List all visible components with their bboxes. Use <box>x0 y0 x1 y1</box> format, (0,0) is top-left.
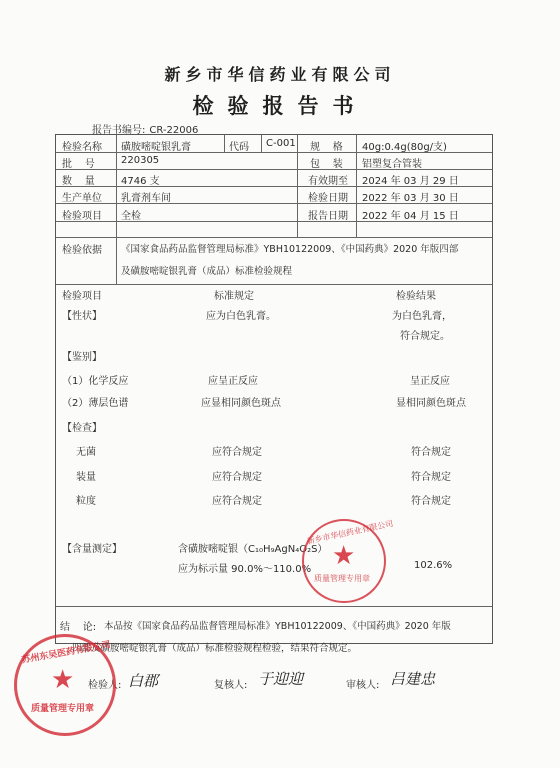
package-value: 铝塑复合管装 <box>362 159 422 170</box>
col-result-header: 检验结果 <box>396 291 436 302</box>
company-name: 新乡市华信药业有限公司 <box>164 65 396 84</box>
distributor-seal-star-icon: ★ <box>51 665 75 695</box>
quantity-label: 数 量 <box>62 176 95 187</box>
basis-line-2: 及磺胺嘧啶银乳膏（成品）标准检验规程 <box>121 266 293 277</box>
basis-label: 检验依据 <box>62 245 102 256</box>
package-label: 包 装 <box>310 159 343 170</box>
producer-value: 乳膏剂车间 <box>121 193 171 204</box>
spec-label: 规 格 <box>310 142 343 153</box>
ident-1-standard: 应呈正反应 <box>208 376 258 387</box>
character-result-2: 符合规定。 <box>400 331 450 342</box>
spec-value: 40g:0.4g(80g/支) <box>362 142 447 153</box>
company-seal <box>302 518 394 603</box>
item-value: 全检 <box>121 211 141 222</box>
ident-2-name: （2）薄层色谱 <box>62 398 129 409</box>
batch-label: 批 号 <box>62 159 95 170</box>
basis-line-1: 《国家食品药品监督管理局标准》YBH10122009、《中国药典》2020 年版四部 <box>121 244 459 255</box>
expiry-value: 2024 年 03 月 29 日 <box>362 176 459 187</box>
reviewer-label: 复核人: <box>214 680 248 691</box>
check-section: 【检查】 <box>62 423 102 434</box>
check-3-result: 符合规定 <box>411 496 451 507</box>
ident-1-result: 呈正反应 <box>410 376 450 387</box>
check-1-standard: 应符合规定 <box>212 447 262 458</box>
report-number-value: CR-22006 <box>149 125 199 136</box>
inspector-signature: 白郡 <box>128 672 159 690</box>
ident-2-result: 显相同颜色斑点 <box>396 398 466 409</box>
reviewer-signature: 于迎迎 <box>258 670 304 688</box>
document-title: 检验报告书 <box>192 93 368 118</box>
assay-line-1: 含磺胺嘧啶银（C₁₀H₉AgN₄O₂S） <box>178 544 328 555</box>
check-1-result: 符合规定 <box>411 447 451 458</box>
conclusion-line-2: 四部及磺胺嘧啶银乳膏（成品）标准检验规程检验，结果符合规定。 <box>72 643 358 654</box>
check-3-name: 粒度 <box>76 496 96 507</box>
product-label: 检验名称 <box>62 142 102 153</box>
col-item-header: 检验项目 <box>62 291 102 302</box>
assay-line-2: 应为标示量 90.0%～110.0% <box>178 564 312 575</box>
distributor-seal <box>14 634 116 736</box>
test-date-value: 2022 年 03 月 30 日 <box>362 193 459 204</box>
report-date-label: 报告日期 <box>308 211 348 222</box>
conclusion-line-1: 本品按《国家食品药品监督管理局标准》YBH10122009、《中国药典》2020 年版 <box>104 621 451 632</box>
ident-2-standard: 应显相同颜色斑点 <box>201 398 281 409</box>
approver-label: 审核人: <box>346 680 380 691</box>
code-label: 代码 <box>229 142 249 153</box>
check-1-name: 无菌 <box>76 447 96 458</box>
check-2-standard: 应符合规定 <box>212 472 262 483</box>
distributor-seal-inner: 质量管理专用章 <box>31 704 95 714</box>
check-2-result: 符合规定 <box>411 472 451 483</box>
batch-value: 220305 <box>121 155 160 166</box>
product-value: 磺胺嘧啶银乳膏 <box>121 142 191 153</box>
expiry-label: 有效期至 <box>308 176 348 187</box>
report-date-value: 2022 年 04 月 15 日 <box>362 211 459 222</box>
col-standard-header: 标准规定 <box>214 291 254 302</box>
assay-section: 【含量测定】 <box>62 544 122 555</box>
distributor-seal-text: 苏州东吴医药有限公司 <box>21 640 112 666</box>
assay-result: 102.6% <box>414 560 453 571</box>
check-3-standard: 应符合规定 <box>212 496 262 507</box>
quantity-value: 4746 支 <box>121 176 160 187</box>
report-number-label: 报告书编号: <box>92 125 146 136</box>
identification-section: 【鉴别】 <box>62 352 102 363</box>
character-result-1: 为白色乳膏， <box>392 311 452 322</box>
company-seal-text: 新乡市华信药业有限公司 <box>306 518 394 547</box>
check-2-name: 装量 <box>76 472 96 483</box>
conclusion-label: 结 论: <box>60 622 97 633</box>
inspector-label: 检验人: <box>88 680 122 691</box>
character-section: 【性状】 <box>62 311 102 322</box>
producer-label: 生产单位 <box>62 193 102 204</box>
character-standard: 应为白色乳膏。 <box>206 311 276 322</box>
seal-star-icon: ★ <box>332 541 356 571</box>
report-table <box>55 134 493 644</box>
company-seal-inner: 质量管理专用章 <box>314 574 370 583</box>
test-date-label: 检验日期 <box>308 193 348 204</box>
code-value: C-001 <box>266 138 296 149</box>
approver-signature: 吕建忠 <box>390 670 436 688</box>
ident-1-name: （1）化学反应 <box>62 376 129 387</box>
item-label: 检验项目 <box>62 211 102 222</box>
